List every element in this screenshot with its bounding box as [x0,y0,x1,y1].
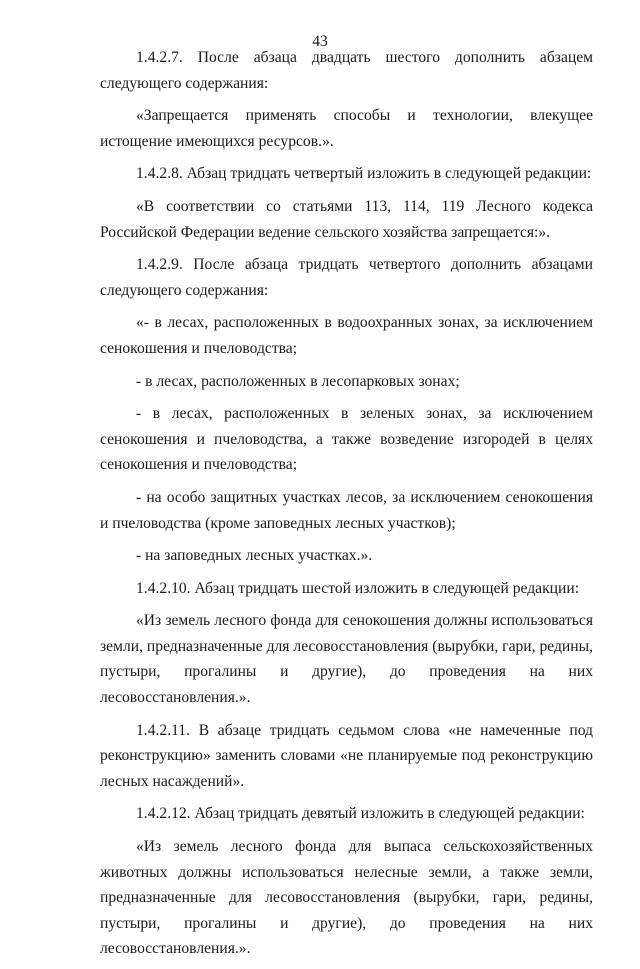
paragraph: 1.4.2.11. В абзаце тридцать седьмом слова «не намеченные под реконструкцию» заменить словами «не планируемые под реконструкцию лесных насаждений». [100,721,593,790]
paragraph: - на особо защитных участках лесов, за исключением сенокошения и пчеловодства (кроме заповедных лесных участков); [100,488,593,532]
page-number: 43 [312,33,328,50]
document-body [100,45,593,969]
paragraph: «Из земель лесного фонда для сенокошения должны использоваться земли, предназначенные для лесовосстановления (вырубки, гари, редины, пустыри, прогалины и другие), до проведения на них лесовосстановления.». [100,612,593,707]
paragraph: - в лесах, расположенных в зеленых зонах, за исключением сенокошения и пчеловодства, а также возведение изгородей в целях сенокошения и пчеловодства; [100,405,593,474]
paragraph: 1.4.2.8. Абзац тридцать четвертый изложить в следующей редакции: [136,165,592,183]
paragraph: «Из земель лесного фонда для выпаса сельскохозяйственных животных должны использоваться нелесные земли, а также земли, предназначенные для лесовосстановления (вырубки, гари, редины, пустыри, прогалины и другие), до проведения на них лесовосстановления.». [100,838,593,958]
paragraph: «В соответствии со статьями 113, 114, 119 Лесного кодекса Российской Федерации ведение сельского хозяйства запрещается:». [100,197,593,241]
paragraph: - в лесах, расположенных в лесопарковых зонах; [136,372,460,390]
paragraph: 1.4.2.10. Абзац тридцать шестой изложить в следующей редакции: [136,579,580,597]
paragraph: - на заповедных лесных участках.». [136,547,373,565]
paragraph: 1.4.2.9. После абзаца тридцать четвертого дополнить абзацами следующего содержания: [100,256,593,299]
paragraph: 1.4.2.12. Абзац тридцать девятый изложить в следующей редакции: [136,805,585,823]
paragraph: «- в лесах, расположенных в водоохранных зонах, за исключением сенокошения и пчеловодства; [100,314,593,357]
paragraph: «Запрещается применять способы и технологии, влекущее истощение имеющихся ресурсов.». [100,107,593,150]
paragraph: 1.4.2.7. После абзаца двадцать шестого дополнить абзацем следующего содержания: [100,49,593,92]
